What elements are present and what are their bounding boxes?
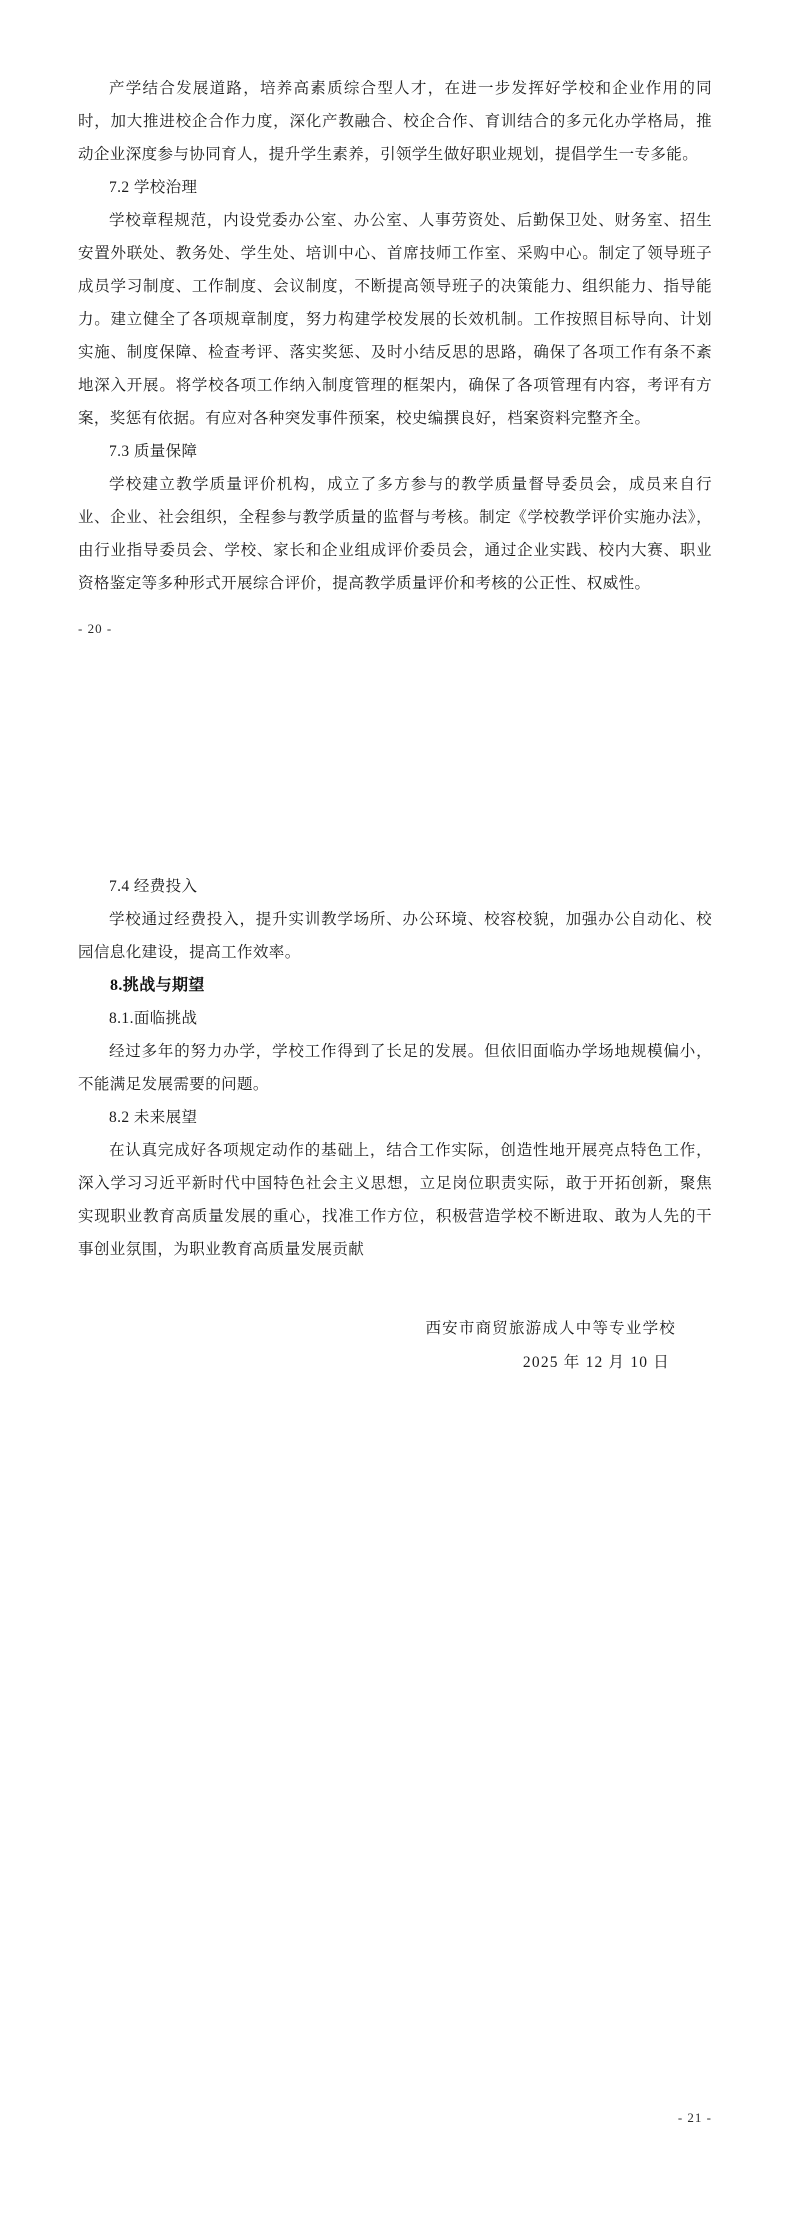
paragraph-intro: 产学结合发展道路，培养高素质综合型人才，在进一步发挥好学校和企业作用的同时，加大推进校企合作力度，深化产教融合、校企合作、育训结合的多元化办学格局，推动企业深度参与协同育人，提升学生素养，引领学生做好职业规划，提倡学生一专多能。 bbox=[78, 80, 712, 163]
page-number-20: - 20 - bbox=[78, 621, 113, 636]
section-heading-8: 8.挑战与期望 bbox=[110, 977, 205, 994]
section-heading-7-4: 7.4 经费投入 bbox=[109, 878, 198, 895]
section-body-7-2: 学校章程规范，内设党委办公室、办公室、人事劳资处、后勤保卫处、财务室、招生安置外联处、教务处、学生处、培训中心、首席技师工作室、采购中心。制定了领导班子成员学习制度、工作制度、会议制度，不断提高领导班子的决策能力、组织能力、指导能力。建立健全了各项规章制度，努力构建学校发展的长效机制。工作按照目标导向、计划实施、制度保障、检查考评、落实奖惩、及时小结反思的思路，确保了各项工作有条不紊地深入开展。将学校各项工作纳入制度管理的框架内，确保了各项管理有内容，考评有方案，奖惩有依据。有应对各种突发事件预案，校史编撰良好，档案资料完整齐全。 bbox=[78, 212, 712, 427]
signature-organization: 西安市商贸旅游成人中等专业学校 bbox=[425, 1320, 676, 1337]
document-page-20 bbox=[0, 0, 790, 760]
signature-date: 2025 年 12 月 10 日 bbox=[522, 1354, 670, 1371]
section-heading-8-2: 8.2 未来展望 bbox=[109, 1109, 198, 1126]
page-number-21: - 21 - bbox=[677, 2110, 712, 2125]
section-heading-7-3: 7.3 质量保障 bbox=[109, 443, 198, 460]
section-heading-7-2: 7.2 学校治理 bbox=[109, 179, 198, 196]
section-body-8-1: 经过多年的努力办学，学校工作得到了长足的发展。但依旧面临办学场地规模偏小，不能满足发展需要的问题。 bbox=[78, 1043, 712, 1093]
section-body-8-2: 在认真完成好各项规定动作的基础上，结合工作实际，创造性地开展亮点特色工作，深入学习习近平新时代中国特色社会主义思想，立足岗位职责实际，敢于开拓创新，聚焦实现职业教育高质量发展的重心，找准工作方位，积极营造学校不断进取、敢为人先的干事创业氛围，为职业教育高质量发展贡献 bbox=[78, 1142, 712, 1258]
page-break-spacer bbox=[0, 760, 790, 870]
document-page-21 bbox=[0, 870, 790, 2170]
section-body-7-3: 学校建立教学质量评价机构，成立了多方参与的教学质量督导委员会，成员来自行业、企业、社会组织，全程参与教学质量的监督与考核。制定《学校教学评价实施办法》，由行业指导委员会、学校、家长和企业组成评价委员会，通过企业实践、校内大赛、职业资格鉴定等多种形式开展综合评价，提高教学质量评价和考核的公正性、权威性。 bbox=[78, 476, 712, 592]
section-body-7-4: 学校通过经费投入，提升实训教学场所、办公环境、校容校貌，加强办公自动化、校园信息化建设，提高工作效率。 bbox=[78, 911, 712, 961]
signature-block bbox=[78, 1312, 712, 1380]
section-heading-8-1: 8.1.面临挑战 bbox=[109, 1010, 198, 1027]
